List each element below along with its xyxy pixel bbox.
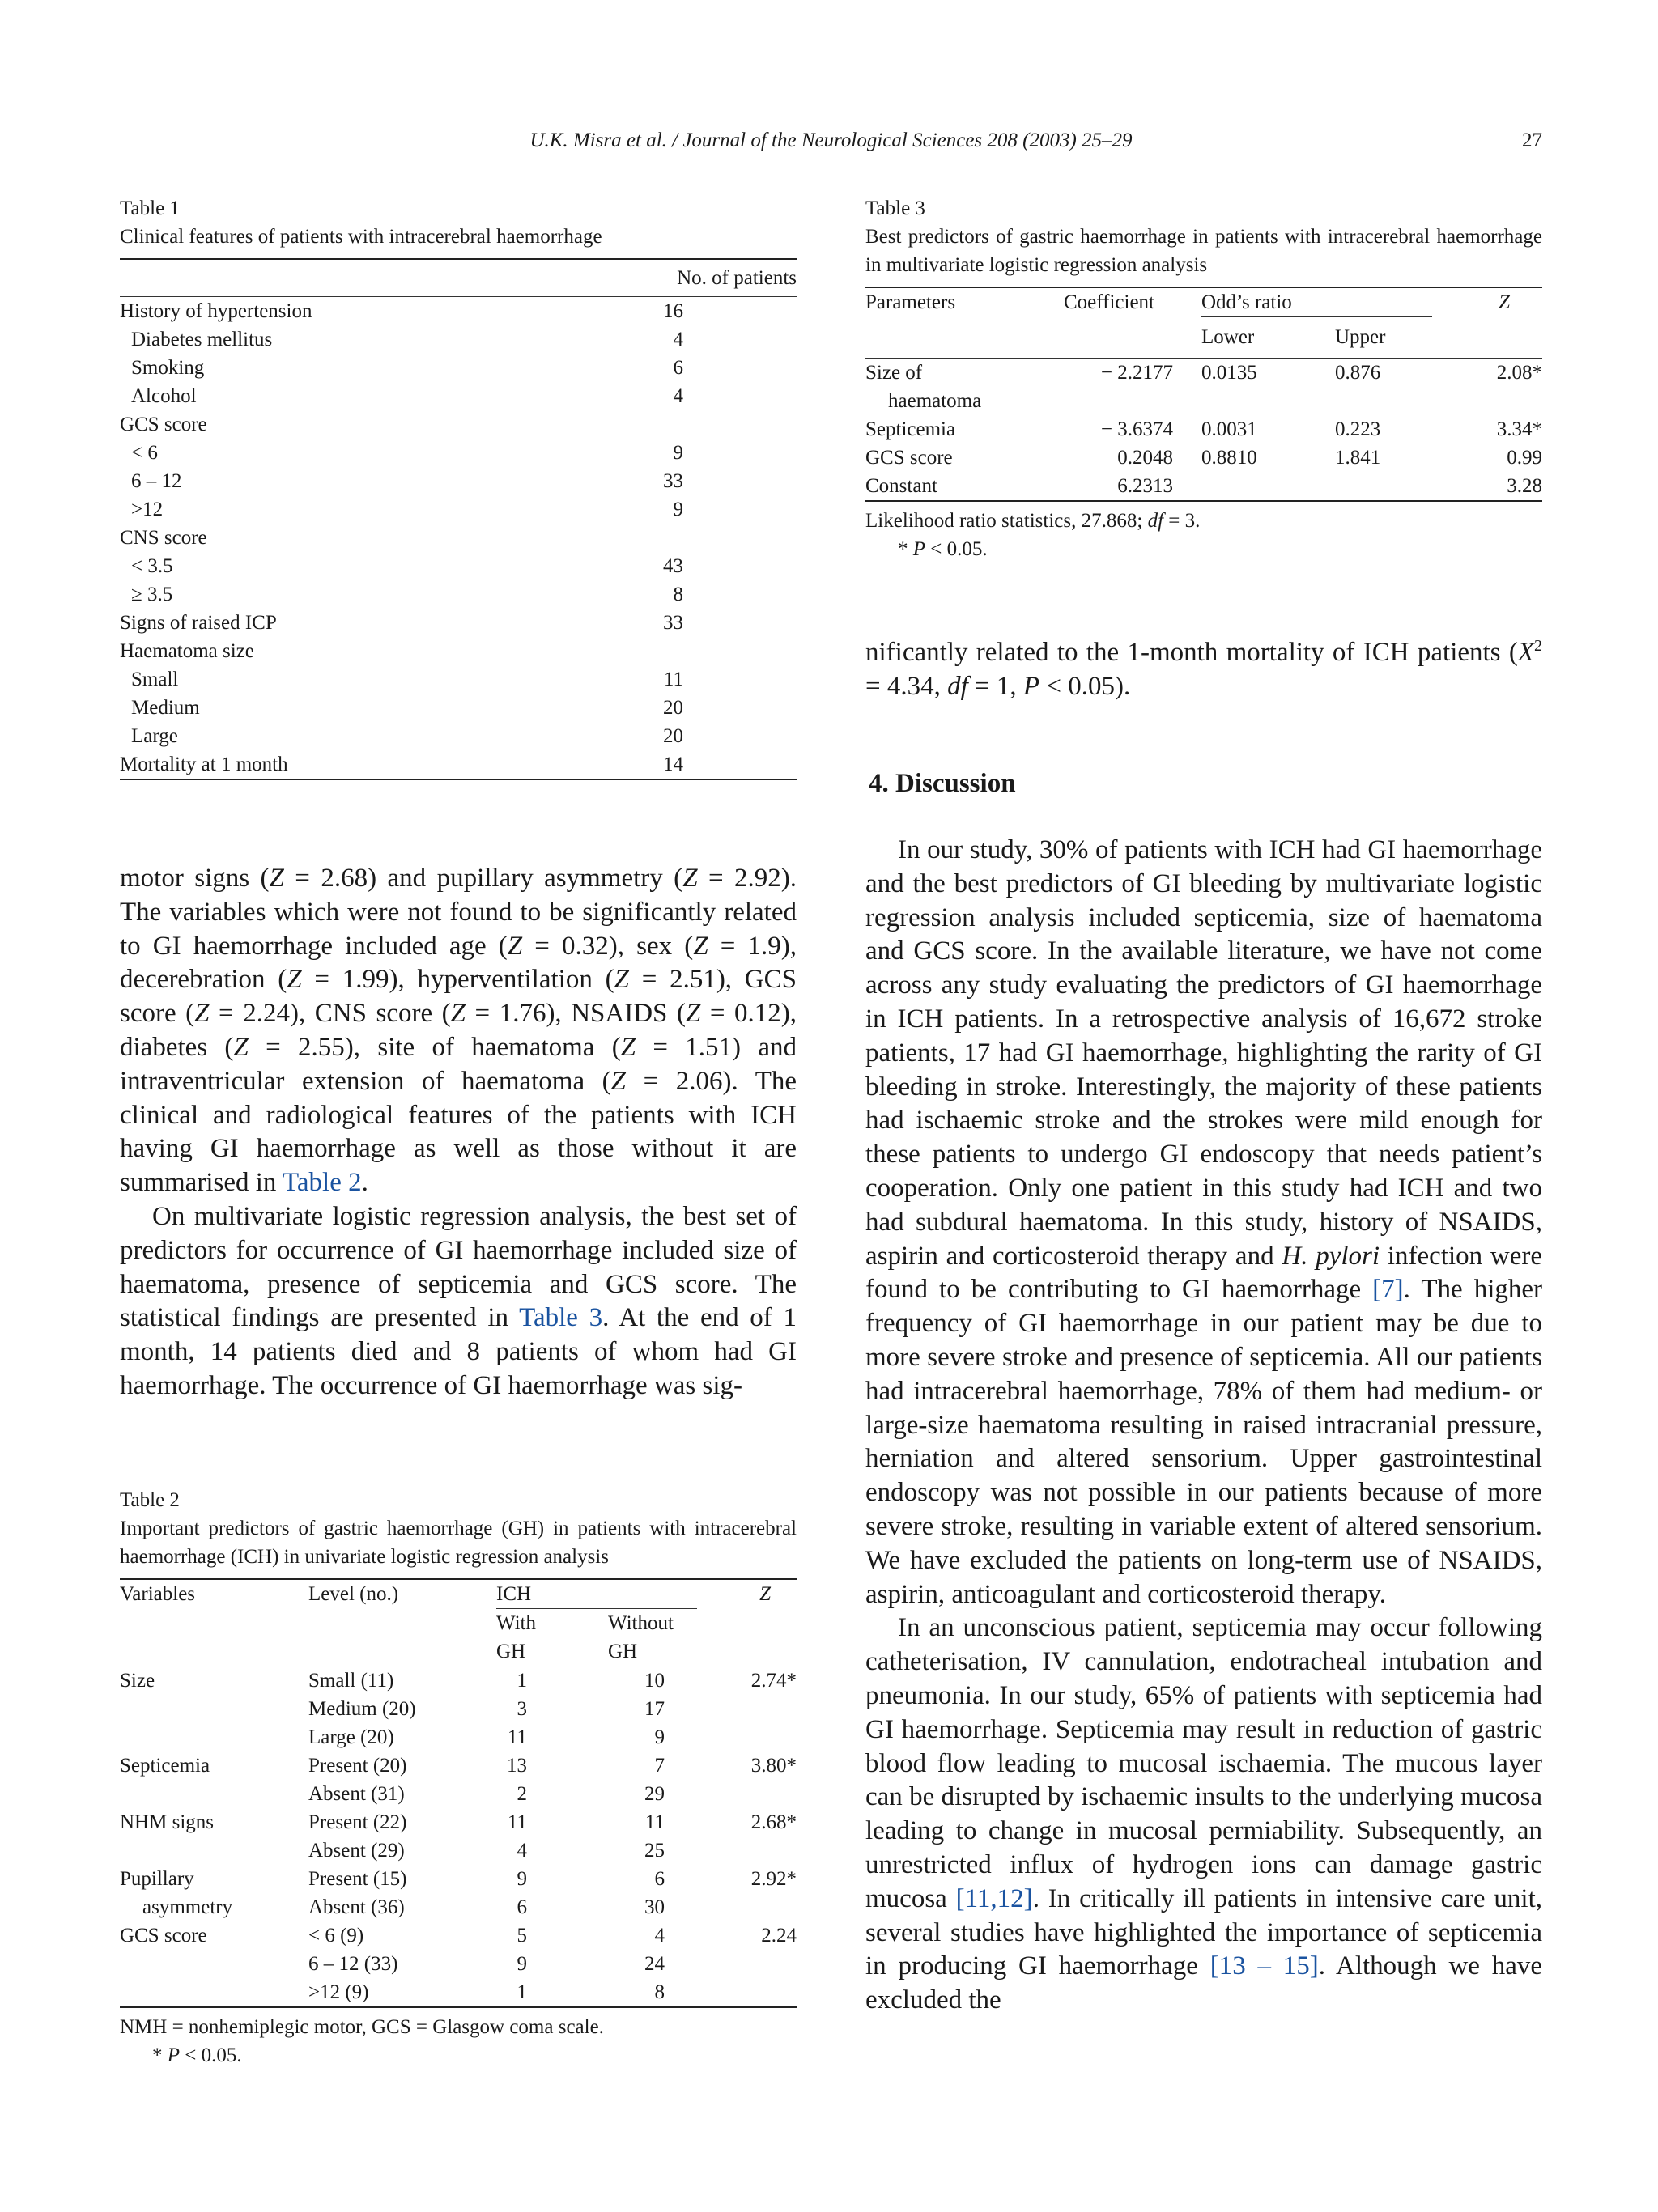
table1-row-value: 9 — [673, 499, 683, 520]
table2-row — [120, 1865, 797, 1893]
table2-row-level: >12 (9) — [308, 1981, 369, 2003]
t3-header-z: Z — [1499, 291, 1511, 313]
t3-header-coefficient: Coefficient — [1064, 291, 1154, 313]
journal-citation: U.K. Misra et al. / Journal of the Neurological Sciences 208 (2003) 25–29 — [529, 129, 1133, 151]
table1-row-value: 4 — [673, 329, 683, 350]
table1-row-value: 8 — [673, 584, 683, 605]
table1-row — [120, 609, 797, 637]
table1 — [120, 194, 797, 780]
paragraph: motor signs (Z = 2.68) and pupillary asymmetry (Z = 2.92). The variables which were not found to be significantly related to GI haemorrhage included age (Z = 0.32), sex (Z = 1.9), decerebration (Z = 1.99), hyperventilation (Z = 2.51), GCS score (Z = 2.24), CNS score (Z = 1.76), NSAIDS (Z = 0.12), diabetes (Z = 2.55), site of haematoma (Z = 1.51) and intraventricular extension of haematoma (Z = 2.06). The clinical and radiological features of the patients with ICH having GI haemorrhage as well as those without it are summarised in Table 2. — [120, 864, 797, 1198]
table2-row — [120, 1950, 797, 1978]
table2-row-variable: GCS score — [120, 1925, 207, 1947]
t3-header-upper: Upper — [1335, 326, 1386, 348]
table3-row-coefficient — [1064, 387, 1201, 415]
table2-row-level: Present (22) — [308, 1811, 407, 1833]
paragraph: On multivariate logistic regression analysis, the best set of predictors for occurrence of GI haemorrhage included size of haematoma, presence of septicemia and GCS score. The statistical findings are presented in Table 3. At the end of 1 month, 14 patients died and 8 patients of whom had GI haemorrhage. The occurrence of GI haemorrhage was sig- — [120, 1201, 797, 1400]
table2-row-z — [697, 1836, 797, 1865]
table1-row-value: 14 — [663, 754, 683, 775]
table2-row-with-gh: 4 — [517, 1840, 527, 1862]
table2-row-without-gh: 8 — [654, 1981, 665, 2003]
table2-row — [120, 1921, 797, 1950]
table2-row-without-gh: 30 — [644, 1896, 665, 1918]
table1-row — [120, 382, 797, 410]
t2-header-without-gh: GH — [608, 1641, 638, 1662]
left-body-text — [120, 862, 797, 1403]
table1-row-label: < 3.5 — [131, 555, 173, 577]
table1-grid — [120, 258, 797, 780]
table2-row-variable — [120, 1723, 308, 1751]
table2-row-variable: Size — [120, 1670, 155, 1692]
table1-row-value: 4 — [673, 385, 683, 407]
ref-11-12-link[interactable]: [11,12] — [955, 1883, 1033, 1913]
t3-header-odds: Odd’s ratio — [1201, 287, 1432, 317]
table3-row-upper — [1335, 387, 1432, 415]
table1-row-label: 6 – 12 — [131, 470, 182, 492]
table2-row-with-gh: 1 — [517, 1670, 527, 1692]
table2-row — [120, 1808, 797, 1836]
table2-row-variable: asymmetry — [142, 1896, 233, 1918]
table3-row-parameter: Septicemia — [865, 418, 956, 440]
table2-row-z: 2.92* — [750, 1868, 797, 1890]
table3-row-z: 0.99 — [1507, 447, 1543, 469]
table2-row-z: 3.80* — [750, 1755, 797, 1777]
table1-caption: Clinical features of patients with intracerebral haemorrhage — [120, 226, 602, 248]
table2-row-without-gh: 29 — [644, 1783, 665, 1805]
table2-row-with-gh: 11 — [507, 1726, 527, 1748]
table2-row-with-gh: 13 — [507, 1755, 527, 1777]
running-header — [120, 129, 1542, 162]
table1-row — [120, 439, 797, 467]
table3 — [865, 194, 1542, 563]
table2-row-z — [697, 1695, 797, 1723]
table2-row-variable: Septicemia — [120, 1755, 210, 1777]
table2-row-level: Medium (20) — [308, 1698, 416, 1720]
table1-col-header: No. of patients — [677, 267, 797, 289]
table2-row-z — [697, 1978, 797, 2007]
table2-row-variable — [120, 1950, 308, 1978]
table3-footnote-significance: * P < 0.05. — [898, 538, 988, 560]
table1-row — [120, 637, 797, 665]
table2-label: Table 2 — [120, 1489, 180, 1511]
table2-row-z — [697, 1950, 797, 1978]
table3-grid — [865, 287, 1542, 502]
table3-row — [865, 359, 1542, 388]
discussion-body — [865, 834, 1542, 2018]
table2-row — [120, 1751, 797, 1780]
table2-row-variable — [120, 1836, 308, 1865]
table3-row-upper: 0.223 — [1335, 418, 1381, 440]
table1-row-label: Haematoma size — [120, 640, 254, 662]
t3-header-lower: Lower — [1201, 326, 1255, 348]
table1-label: Table 1 — [120, 197, 180, 219]
t2-header-without: Without — [608, 1612, 674, 1634]
table1-row-label: < 6 — [131, 442, 158, 464]
table3-row-upper — [1335, 472, 1432, 501]
table2-row-variable — [120, 1780, 308, 1808]
table2-row-with-gh: 11 — [507, 1811, 527, 1833]
table1-row-label: Large — [131, 725, 178, 747]
table2-row — [120, 1695, 797, 1723]
table2-row — [120, 1780, 797, 1808]
table2-row-z: 2.24 — [761, 1925, 797, 1947]
table2-row — [120, 1978, 797, 2007]
table1-row — [120, 580, 797, 609]
table2-row-variable — [120, 1695, 308, 1723]
table1-row-label: GCS score — [120, 414, 207, 435]
table2-row-level: 6 – 12 (33) — [308, 1953, 398, 1975]
table1-row-label: History of hypertension — [120, 300, 312, 322]
table1-row-label: Medium — [131, 697, 200, 719]
table2-row-without-gh: 11 — [644, 1811, 665, 1833]
table1-row-label: Signs of raised ICP — [120, 612, 277, 634]
table1-row-label: >12 — [131, 499, 164, 520]
table2-row-level: Absent (36) — [308, 1896, 405, 1918]
table3-row-lower: 0.0135 — [1201, 362, 1257, 384]
table2-row-without-gh: 6 — [654, 1868, 665, 1890]
table1-row — [120, 750, 797, 779]
table3-row — [865, 387, 1542, 415]
table2-row — [120, 1836, 797, 1865]
table1-row-label: Mortality at 1 month — [120, 754, 288, 775]
table1-row-value: 33 — [663, 470, 683, 492]
t2-header-ich: ICH — [496, 1579, 697, 1609]
t3-header-parameters: Parameters — [865, 291, 956, 313]
table3-row-z — [1432, 387, 1542, 415]
table1-row-value: 11 — [663, 669, 683, 690]
table3-row-parameter: Constant — [865, 475, 937, 497]
table1-row-label: Diabetes mellitus — [131, 329, 273, 350]
table1-row-value: 20 — [663, 725, 683, 747]
table2-footnote-abbrev: NMH = nonhemiplegic motor, GCS = Glasgow coma scale. — [120, 2016, 604, 2038]
table2-row-with-gh: 2 — [517, 1783, 527, 1805]
table1-row-value: 16 — [663, 300, 683, 322]
table3-row-lower: 0.0031 — [1201, 418, 1257, 440]
table2-row-with-gh: 9 — [517, 1953, 527, 1975]
table1-row-label: ≥ 3.5 — [131, 584, 173, 605]
table3-row-z: 2.08* — [1496, 362, 1543, 384]
t2-header-with-gh: GH — [496, 1641, 526, 1662]
table2-row-with-gh: 5 — [517, 1925, 527, 1947]
paragraph: In an unconscious patient, septicemia may occur following catheterisation, IV cannulation, endotracheal intubation and pneumonia. In our study, 65% of patients with septicemia had GI haemorrhage. Septicemia may result in reduction of gastric blood flow leading to mucosal ischaemia. The mucous layer can be disrupted by ischaemic insults to the underlying mucosa leading to change in mucosal permiability. Subsequently, an unrestricted influx of hydrogen ions can damage gastric mucosa [11,12]. In critically ill patients in intensive care unit, several studies have highlighted the importance of septicemia in producing GI haemorrhage [13 – 15]. Although we have excluded the — [865, 1613, 1543, 2015]
table3-row-upper: 1.841 — [1335, 447, 1381, 469]
table1-row-value: 9 — [673, 442, 683, 464]
table2-row-with-gh: 3 — [517, 1698, 527, 1720]
table1-row — [120, 410, 797, 439]
t2-header-z: Z — [759, 1583, 771, 1605]
table3-caption: Best predictors of gastric haemorrhage in patients with intracerebral haemorrhage in multivariate logistic regression analysis — [865, 226, 1542, 276]
table2-row-with-gh: 6 — [517, 1896, 527, 1918]
table2-row-variable: NHM signs — [120, 1811, 214, 1833]
table3-row-z: 3.34* — [1496, 418, 1543, 440]
table2-row-level: Small (11) — [308, 1670, 394, 1692]
table2-row-z — [697, 1723, 797, 1751]
t2-header-level: Level (no.) — [308, 1583, 399, 1605]
table2-row-variable: Pupillary — [120, 1868, 194, 1890]
table1-row-value: 33 — [663, 612, 683, 634]
table1-row-label: Alcohol — [131, 385, 197, 407]
table3-row-parameter: Size of — [865, 362, 923, 384]
table3-row-z: 3.28 — [1507, 475, 1543, 497]
table2-row-level: Present (15) — [308, 1868, 407, 1890]
table3-row-lower: 0.8810 — [1201, 447, 1257, 469]
table3-row-coefficient: − 3.6374 — [1100, 418, 1173, 440]
table3-row — [865, 472, 1542, 501]
table2-row — [120, 1666, 797, 1696]
table1-row-value — [651, 410, 797, 439]
t2-header-variables: Variables — [120, 1583, 196, 1605]
table1-row — [120, 354, 797, 382]
table2-row-z — [697, 1780, 797, 1808]
table2-row-variable — [120, 1978, 308, 2007]
table2-row-z: 2.68* — [750, 1811, 797, 1833]
table2-grid — [120, 1578, 797, 2008]
table2-row — [120, 1723, 797, 1751]
table3-row-parameter: haematoma — [888, 390, 982, 412]
page-number: 27 — [1522, 129, 1542, 151]
table2-row-without-gh: 10 — [644, 1670, 665, 1692]
table2-row-without-gh: 9 — [654, 1726, 665, 1748]
table2-row-without-gh: 25 — [644, 1840, 665, 1862]
paragraph: nificantly related to the 1-month mortality of ICH patients ($X^2 = 4.34$, df = 1, P < 0.05). — [865, 637, 1542, 701]
table2-row-level: Absent (29) — [308, 1840, 405, 1862]
table1-row-value — [651, 524, 797, 552]
table2-row-z: 2.74* — [750, 1670, 797, 1692]
table1-row — [120, 297, 797, 326]
table2-row-without-gh: 24 — [644, 1953, 665, 1975]
table1-row-label: Smoking — [131, 357, 205, 379]
ref-7-link[interactable]: [7] — [1372, 1275, 1404, 1305]
table3-label: Table 3 — [865, 197, 925, 219]
table3-row-coefficient: − 2.2177 — [1100, 362, 1173, 384]
table3-row-coefficient: 6.2313 — [1117, 475, 1173, 497]
table1-row — [120, 694, 797, 722]
table3-footnote-likelihood: Likelihood ratio statistics, 27.868; df = 3. — [865, 510, 1201, 532]
table2-row-level: Absent (31) — [308, 1783, 405, 1805]
table2-row-with-gh: 1 — [517, 1981, 527, 2003]
table1-row — [120, 495, 797, 524]
table2-row-without-gh: 4 — [654, 1925, 665, 1947]
table2 — [120, 1486, 797, 2070]
table3-row-parameter: GCS score — [865, 447, 953, 469]
table2-caption: Important predictors of gastric haemorrhage (GH) in patients with intracerebral haemorrhage (ICH) in univariate logistic regression analysis — [120, 1518, 797, 1568]
section-heading-discussion: 4. Discussion — [869, 769, 1016, 798]
right-continuation-text — [865, 630, 1542, 704]
table1-row-label: Small — [131, 669, 179, 690]
table2-row-without-gh: 7 — [654, 1755, 665, 1777]
ref-13-15-link[interactable]: [13 – 15] — [1209, 1951, 1319, 1981]
table2-link[interactable]: Table 2 — [283, 1168, 362, 1198]
table1-row — [120, 524, 797, 552]
table2-row-level: Large (20) — [308, 1726, 394, 1748]
table3-row-coefficient: 0.2048 — [1117, 447, 1173, 469]
table2-row-without-gh: 17 — [644, 1698, 665, 1720]
table2-row-with-gh: 9 — [517, 1868, 527, 1890]
table3-link[interactable]: Table 3 — [519, 1303, 603, 1333]
table1-row — [120, 665, 797, 694]
table2-row-z — [697, 1893, 797, 1921]
table1-row-value — [651, 637, 797, 665]
table1-row — [120, 552, 797, 580]
table3-row-lower — [1201, 387, 1335, 415]
table1-row-label: CNS score — [120, 527, 207, 549]
t2-header-with: With — [496, 1612, 536, 1634]
table3-row-upper: 0.876 — [1335, 362, 1381, 384]
table1-row — [120, 325, 797, 354]
table2-row — [120, 1893, 797, 1921]
table3-row — [865, 415, 1542, 444]
table3-row-lower — [1201, 472, 1335, 501]
table2-footnote-significance: * P < 0.05. — [152, 2044, 242, 2066]
table1-row — [120, 467, 797, 495]
paragraph: In our study, 30% of patients with ICH had GI haemorrhage and the best predictors of GI bleeding by multivariate logistic regression analysis included septicemia, size of haematoma and GCS score. In the available literature, we have not come across any study evaluating the predictors of GI haemorrhage in ICH patients. In a retrospective analysis of 16,672 stroke patients, 17 had GI haemorrhage, highlighting the rarity of GI bleeding in stroke. Interestingly, the majority of these patients had ischaemic stroke and the strokes were mild enough for these patients to undergo GI endoscopy that needs patient’s cooperation. Only one patient in this study had ICH and two had subdural haematoma. In this study, history of NSAIDS, aspirin and corticosteroid therapy and H. pylori infection were found to be contributing to GI haemorrhage [7]. The higher frequency of GI haemorrhage in our patient may be due to more severe stroke and presence of septicemia. All our patients had intracerebral haemorrhage, 78% of them had medium- or large-size haematoma resulting in raised intracranial pressure, herniation and altered sensorium. Upper gastrointestinal endoscopy was not possible in our patients because of more severe stroke, resulting in variable extent of altered sensorium. We have excluded the patients on long-term use of NSAIDS, aspirin, anticoagulant and corticosteroid therapy. — [865, 835, 1542, 1609]
table1-row-value: 20 — [663, 697, 683, 719]
table1-row-value: 43 — [663, 555, 683, 577]
table2-row-level: < 6 (9) — [308, 1925, 364, 1947]
table3-row — [865, 444, 1542, 472]
table1-row-value: 6 — [673, 357, 683, 379]
table2-row-level: Present (20) — [308, 1755, 407, 1777]
table1-row — [120, 722, 797, 750]
